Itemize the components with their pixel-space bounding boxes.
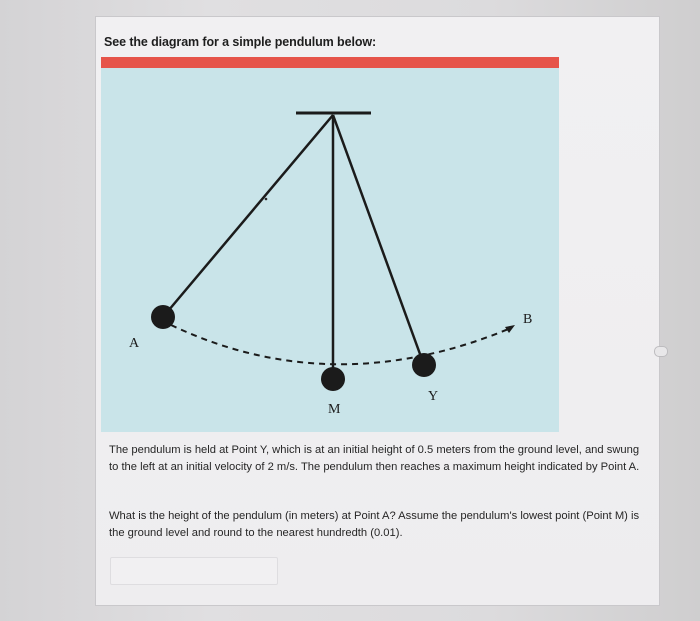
question-paragraph-2: What is the height of the pendulum (in meters) at Point A? Assume the pendulum's lowest point (Point M) is the ground level and round to the nearest hundredth (0.01). bbox=[109, 510, 640, 539]
bob-y bbox=[412, 353, 436, 377]
question-heading: See the diagram for a simple pendulum below: bbox=[104, 35, 377, 49]
label-a: A bbox=[129, 336, 140, 351]
label-y: Y bbox=[428, 389, 439, 404]
bob-m bbox=[321, 367, 345, 391]
label-m: M bbox=[328, 402, 341, 417]
stray-dot bbox=[265, 198, 268, 201]
bob-a bbox=[151, 305, 175, 329]
label-b: B bbox=[523, 312, 533, 327]
pendulum-diagram bbox=[101, 57, 559, 432]
diagram-top-bar bbox=[101, 57, 559, 68]
scroll-handle[interactable] bbox=[654, 346, 668, 357]
question-paragraph-1: The pendulum is held at Point Y, which is at an initial height of 0.5 meters from the ground level, and swung to the left at an initial velocity of 2 m/s. The pendulum then reaches a maximum height indicated by Point A. bbox=[109, 444, 640, 473]
question-card bbox=[95, 16, 660, 606]
answer-input[interactable] bbox=[110, 557, 278, 585]
